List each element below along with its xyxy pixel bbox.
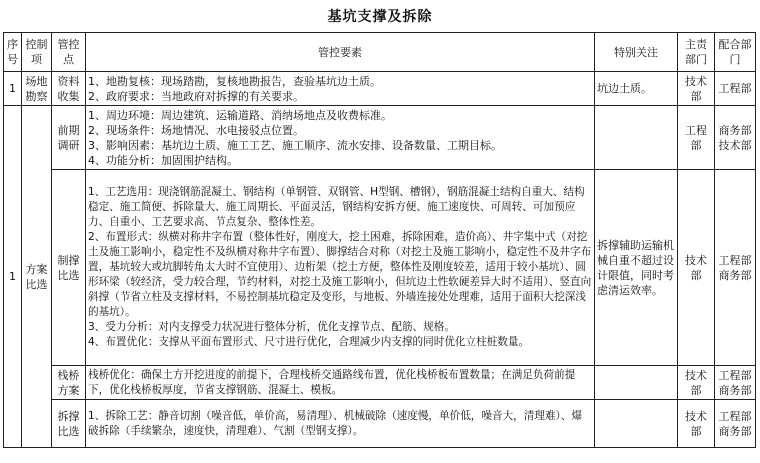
table-row	[4, 106, 756, 170]
row-coop: 工程部	[715, 72, 756, 106]
table-row	[4, 170, 756, 366]
table-row	[4, 366, 756, 400]
header-dept: 主责部门	[678, 33, 715, 72]
row-point: 栈桥方案	[52, 366, 86, 400]
control-table	[3, 32, 756, 448]
header-point: 管控点	[52, 33, 86, 72]
row-item: 方案比选	[22, 106, 52, 448]
row-focus	[595, 366, 678, 400]
row-requirements: 1、工艺选用：现浇钢筋混凝土、钢结构（单钢管、双钢管、H型钢、槽钢），钢筋混凝土结构自重大、结构稳定、施工简便、拆除量大、施工周期长、平面灵活，钢结构安拆方便、施工速度快、可周转、可加预应力、自重小、工艺要求高、节点复杂、整体性差。 2、布置形式：纵横对称井字布置（整体性好，刚度大，挖土困难，拆除困难，造价高）、井字集中式（对挖土及施工影响小，稳定性不及纵横对称井字布置）、脚撑结合对称（对挖土及施工影响小，稳定性不及井字布置，基坑较大或坑脚转角太大时不宜使用）、边桁架（挖土方便，整体性及刚度较差，适用于较小基坑）、圆形环梁（较经济，受力较合理，节约材料，对挖土及施工影响小，但坑边土性软硬差异大时不适用）、竖直向斜撑（节省立柱及支撑材料，不易控制基坑稳定及变形，与地板、外墙连接处处理难，适用于面积大挖深浅的基坑）。 3、受力分析：对内支撑受力状况进行整体分析，优化支撑节点、配筋、规格。 4、布置优化：支撑从平面布置形式、尺寸进行优化，合理减少内支撑的同时优化立柱桩数量。	[86, 170, 595, 366]
row-requirements: 栈桥优化：确保土方开挖进度的前提下，合理栈桥交通路线布置，优化栈桥板布置数量；在满足负荷前提下，优化栈桥板厚度，节省支撑钢筋、混凝土、模板。	[86, 366, 595, 400]
row-coop: 工程部 商务部	[715, 366, 756, 400]
row-focus: 拆撑辅助运输机械自重不超过设计限值，同时考虑清运效率。	[595, 170, 678, 366]
row-focus	[595, 106, 678, 170]
header-item: 控制项	[22, 33, 52, 72]
row-seq: 1	[4, 106, 22, 448]
requirement-line: 1、地勘复核：现场踏勘，复核地勘报告，查验基坑边土质。	[88, 74, 381, 88]
row-coop: 工程部 商务部	[715, 400, 756, 448]
table-header-row	[4, 33, 756, 72]
row-requirements	[86, 72, 595, 106]
row-focus: 坑边土质。	[595, 72, 678, 106]
row-dept: 工程部	[678, 106, 715, 170]
row-coop: 工程部 商务部	[715, 170, 756, 366]
row-dept: 技术部	[678, 170, 715, 366]
header-requirements: 管控要素	[86, 33, 595, 72]
row-dept: 技术部	[678, 366, 715, 400]
requirement-line: 1、周边环境：周边建筑、运输道路、消纳场地点及收费标准。	[88, 108, 392, 122]
row-requirements	[86, 106, 595, 170]
requirement-line: 2、现场条件：场地情况、水电接驳点位置。	[88, 123, 304, 137]
header-seq: 序号	[4, 33, 22, 72]
row-point: 制撑比选	[52, 170, 86, 366]
header-coop: 配合部门	[715, 33, 756, 72]
row-dept: 技术部	[678, 72, 715, 106]
row-point: 拆撑比选	[52, 400, 86, 448]
page-title: 基坑支撑及拆除	[327, 9, 433, 25]
row-item: 场地勘察	[22, 72, 52, 106]
table-row	[4, 400, 756, 448]
row-coop: 商务部 技术部	[715, 106, 756, 170]
row-point: 前期调研	[52, 106, 86, 170]
row-seq: 1	[4, 72, 22, 106]
row-point: 资料收集	[52, 72, 86, 106]
row-requirements: 1、拆除工艺：静音切割（噪音低，单价高，易清理）、机械破除（速度慢，单价低，噪音大，清理难）、爆破拆除（手续繁杂，速度快，清理难）、气割（型钢支撑）。	[86, 400, 595, 448]
row-dept: 技术部	[678, 400, 715, 448]
row-focus	[595, 400, 678, 448]
requirement-line: 3、影响因素：基坑边土质、施工工艺、施工顺序、流水安排、设备数量、工期目标。	[88, 138, 502, 152]
header-focus: 特别关注	[595, 33, 678, 72]
table-row	[4, 72, 756, 106]
requirement-line: 4、功能分析：加固围护结构。	[88, 153, 238, 167]
requirement-line: 2、政府要求：当地政府对拆撑的有关要求。	[88, 89, 304, 103]
